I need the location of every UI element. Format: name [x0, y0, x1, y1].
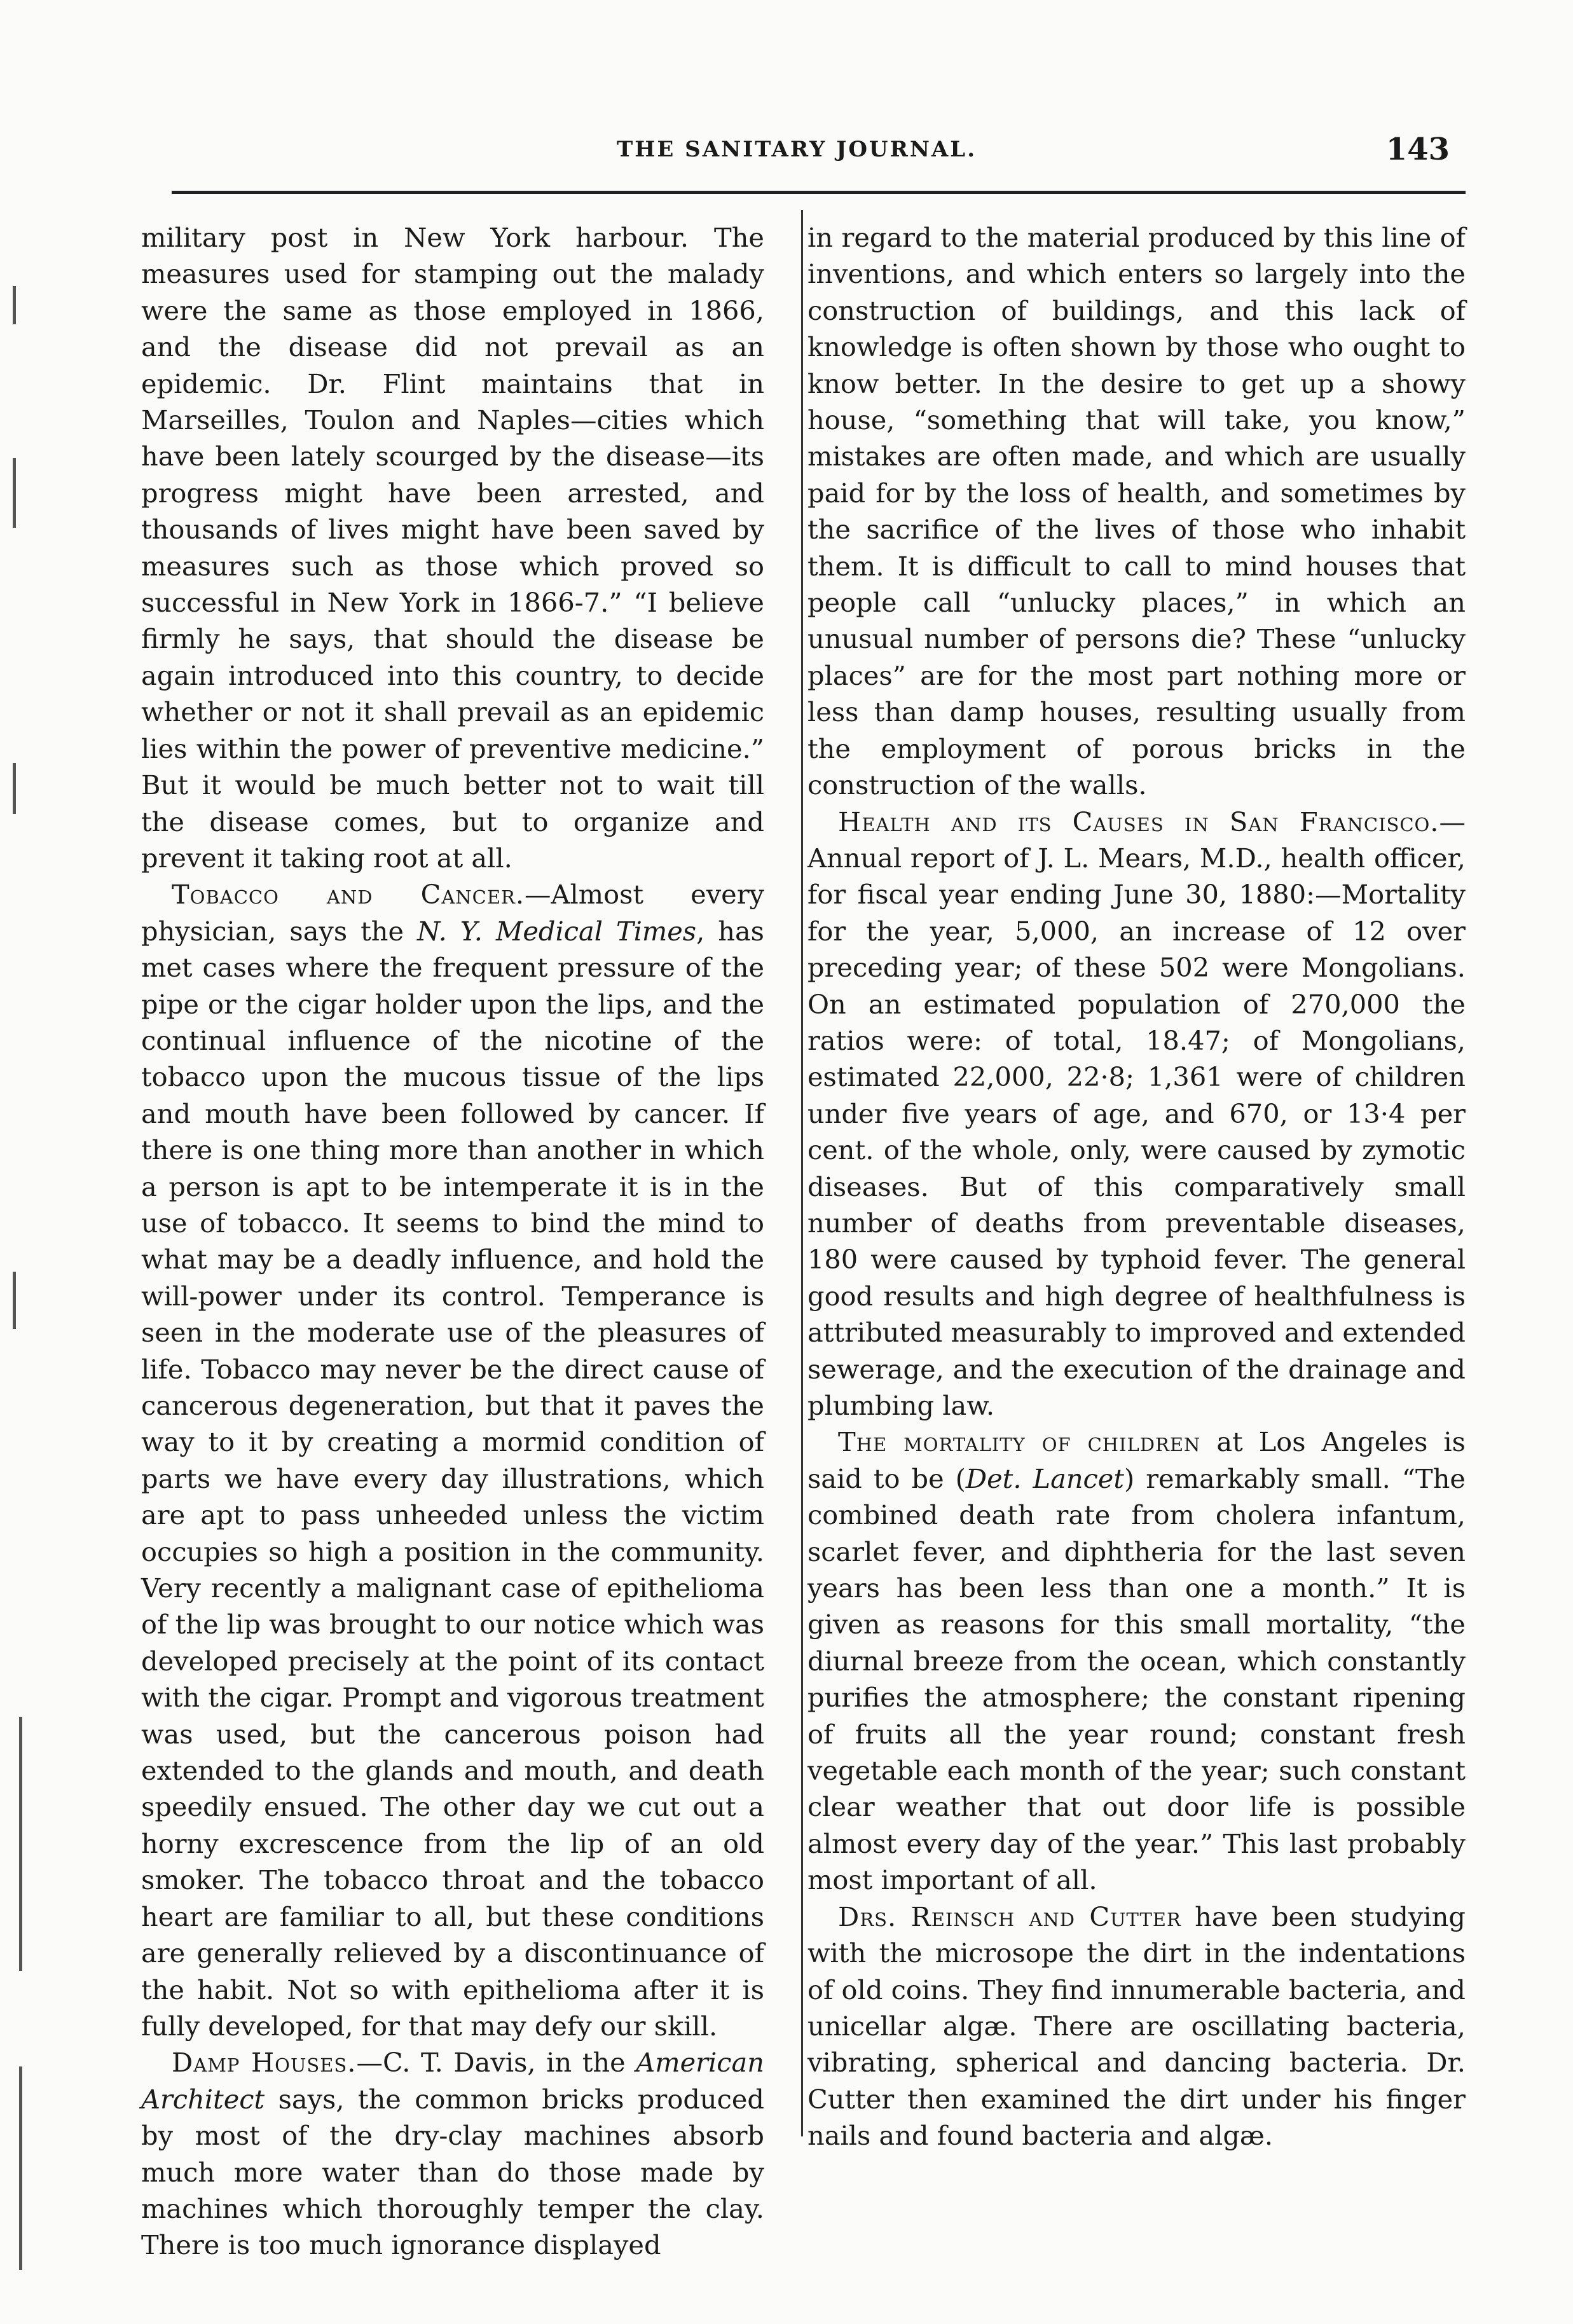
binding-edge-marks — [0, 191, 38, 2289]
source-citation: Det. Lancet — [965, 1462, 1125, 1494]
page-header — [172, 130, 1462, 175]
source-citation: N. Y. Medical Times — [416, 915, 697, 947]
source-citation: American Architect — [141, 2047, 764, 2115]
running-title: THE SANITARY JOURNAL. — [617, 137, 977, 162]
column-divider — [801, 210, 803, 2136]
paragraph-health-san-francisco: Health and its Causes in San Francisco.—Annual report of J. L. Mears, M.D., health officer, for fiscal year ending June 30, 1880:—Mortality for the year, 5,000, an increase of 12 over preceding year; of these 502 were Mongolians. On an estimated population of 270,000 the ratios were: of total, 18.47; of Mongolians, estimated 22,000, 22·8; 1,361 were of children under five years of age, and 670, or 13·4 per cent. of the whole, only, were caused by zymotic diseases. But of this comparatively small number of deaths from preventable diseases, 180 were caused by typhoid fever. The general good results and high degree of healthfulness is attributed measurably to improved and extended sewerage, and the execution of the drainage and plumbing law. — [807, 806, 1466, 1421]
section-lead-reinsch-and-cutter: Drs. Reinsch and Cutter — [838, 1901, 1181, 1932]
paragraph-continuation-damp-houses: in regard to the material produced by this line of inventions, and which enters so largely into the construction of buildings, and this lack of knowledge is often shown by those who ought to know better. In the desire to get up a showy house, “something that will take, you know,” mistakes are often made, and which are usually paid for by the loss of health, and sometimes by the sacrifice of the lives of those who inhabit them. It is difficult to call to mind houses that people call “unlucky places,” in which an unusual number of persons die? These “unlucky places” are for the most part nothing more or less than damp houses, resulting usually from the employment of porous bricks in the construction of the walls. — [807, 222, 1466, 801]
paragraph-damp-houses: Damp Houses.—C. T. Davis, in the American Architect says, the common bricks produced by most of the dry-clay machines absorb much more water than do those made by machines which thoroughly temper the clay. There is too much ignorance displayed — [141, 2047, 764, 2261]
section-lead-damp-houses: Damp Houses. — [172, 2047, 357, 2079]
paragraph-tobacco-and-cancer: Tobacco and Cancer.—Almost every physician, says the N. Y. Medical Times, has met cases where the frequent pressure of the pipe or the cigar holder upon the lips, and the continual influence of the nicotine of the tobacco upon the mucous tissue of the lips and mouth have been followed by cancer. If there is one thing more than another in which a person is apt to be intemperate it is in the use of tobacco. It seems to bind the mind to what may be a deadly influence, and hold the will-power under its control. Temperance is seen in the moderate use of the pleasures of life. Tobacco may never be the direct cause of cancerous degeneration, but that it paves the way to it by creating a mormid condition of parts we have every day illustrations, which are apt to pass unheeded unless the victim occupies so high a position in the community. Very recently a malignant case of epithelioma of the lip was brought to our notice which was developed precisely at the point of its contact with the cigar. Prompt and vigorous treatment was used, but the cancerous poison had extended to the glands and mouth, and death speedily ensued. The other day we cut out a horny excrescence from the lip of an old smoker. The tobacco throat and the tobacco heart are familiar to all, but these conditions are generally relieved by a discontinuance of the habit. Not so with epithelioma after it is fully developed, for that may defy our skill. — [141, 879, 764, 2042]
header-rule — [172, 191, 1466, 194]
paragraph-reinsch-and-cutter: Drs. Reinsch and Cutter have been studying with the microsope the dirt in the indentations of old coins. They find innumerable bacteria, and unicellar algæ. There are oscillating bacteria, vibrating, spherical and dancing bacteria. Dr. Cutter then examined the dirt under his finger nails and found bacteria and algæ. — [807, 1901, 1466, 2152]
left-column — [141, 219, 764, 2264]
section-lead-tobacco-and-cancer: Tobacco and Cancer. — [172, 879, 525, 911]
section-lead-mortality-of-children: The mortality of children — [838, 1426, 1201, 1458]
right-column — [807, 219, 1466, 2154]
page-number: 143 — [1385, 132, 1450, 167]
section-lead-health-san-francisco: Health and its Causes in San Francisco. — [838, 806, 1439, 837]
paragraph-mortality-of-children: The mortality of children at Los Angeles is said to be (Det. Lancet) remarkably small. “The combined death rate from cholera infantum, scarlet fever, and diphtheria for the last seven years has been less than one a month.” It is given as reasons for this small mortality, “the diurnal breeze from the ocean, which constantly purifies the atmosphere; the constant ripening of fruits all the year round; constant fresh vegetable each month of the year; such constant clear weather that out door life is possible almost every day of the year.” This last probably most important of all. — [807, 1426, 1466, 1896]
paragraph-continuation-cholera: military post in New York harbour. The measures used for stamping out the malady were the same as those employed in 1866, and the disease did not prevail as an epidemic. Dr. Flint maintains that in Marseilles, Toulon and Naples—cities which have been lately scourged by the disease—its progress might have been arrested, and thousands of lives might have been saved by measures such as those which proved so successful in New York in 1866-7.” “I believe firmly he says, that should the disease be again introduced into this country, to decide whether or not it shall prevail as an epidemic lies within the power of preventive medicine.” But it would be much better not to wait till the disease comes, but to organize and prevent it taking root at all. — [141, 222, 764, 874]
